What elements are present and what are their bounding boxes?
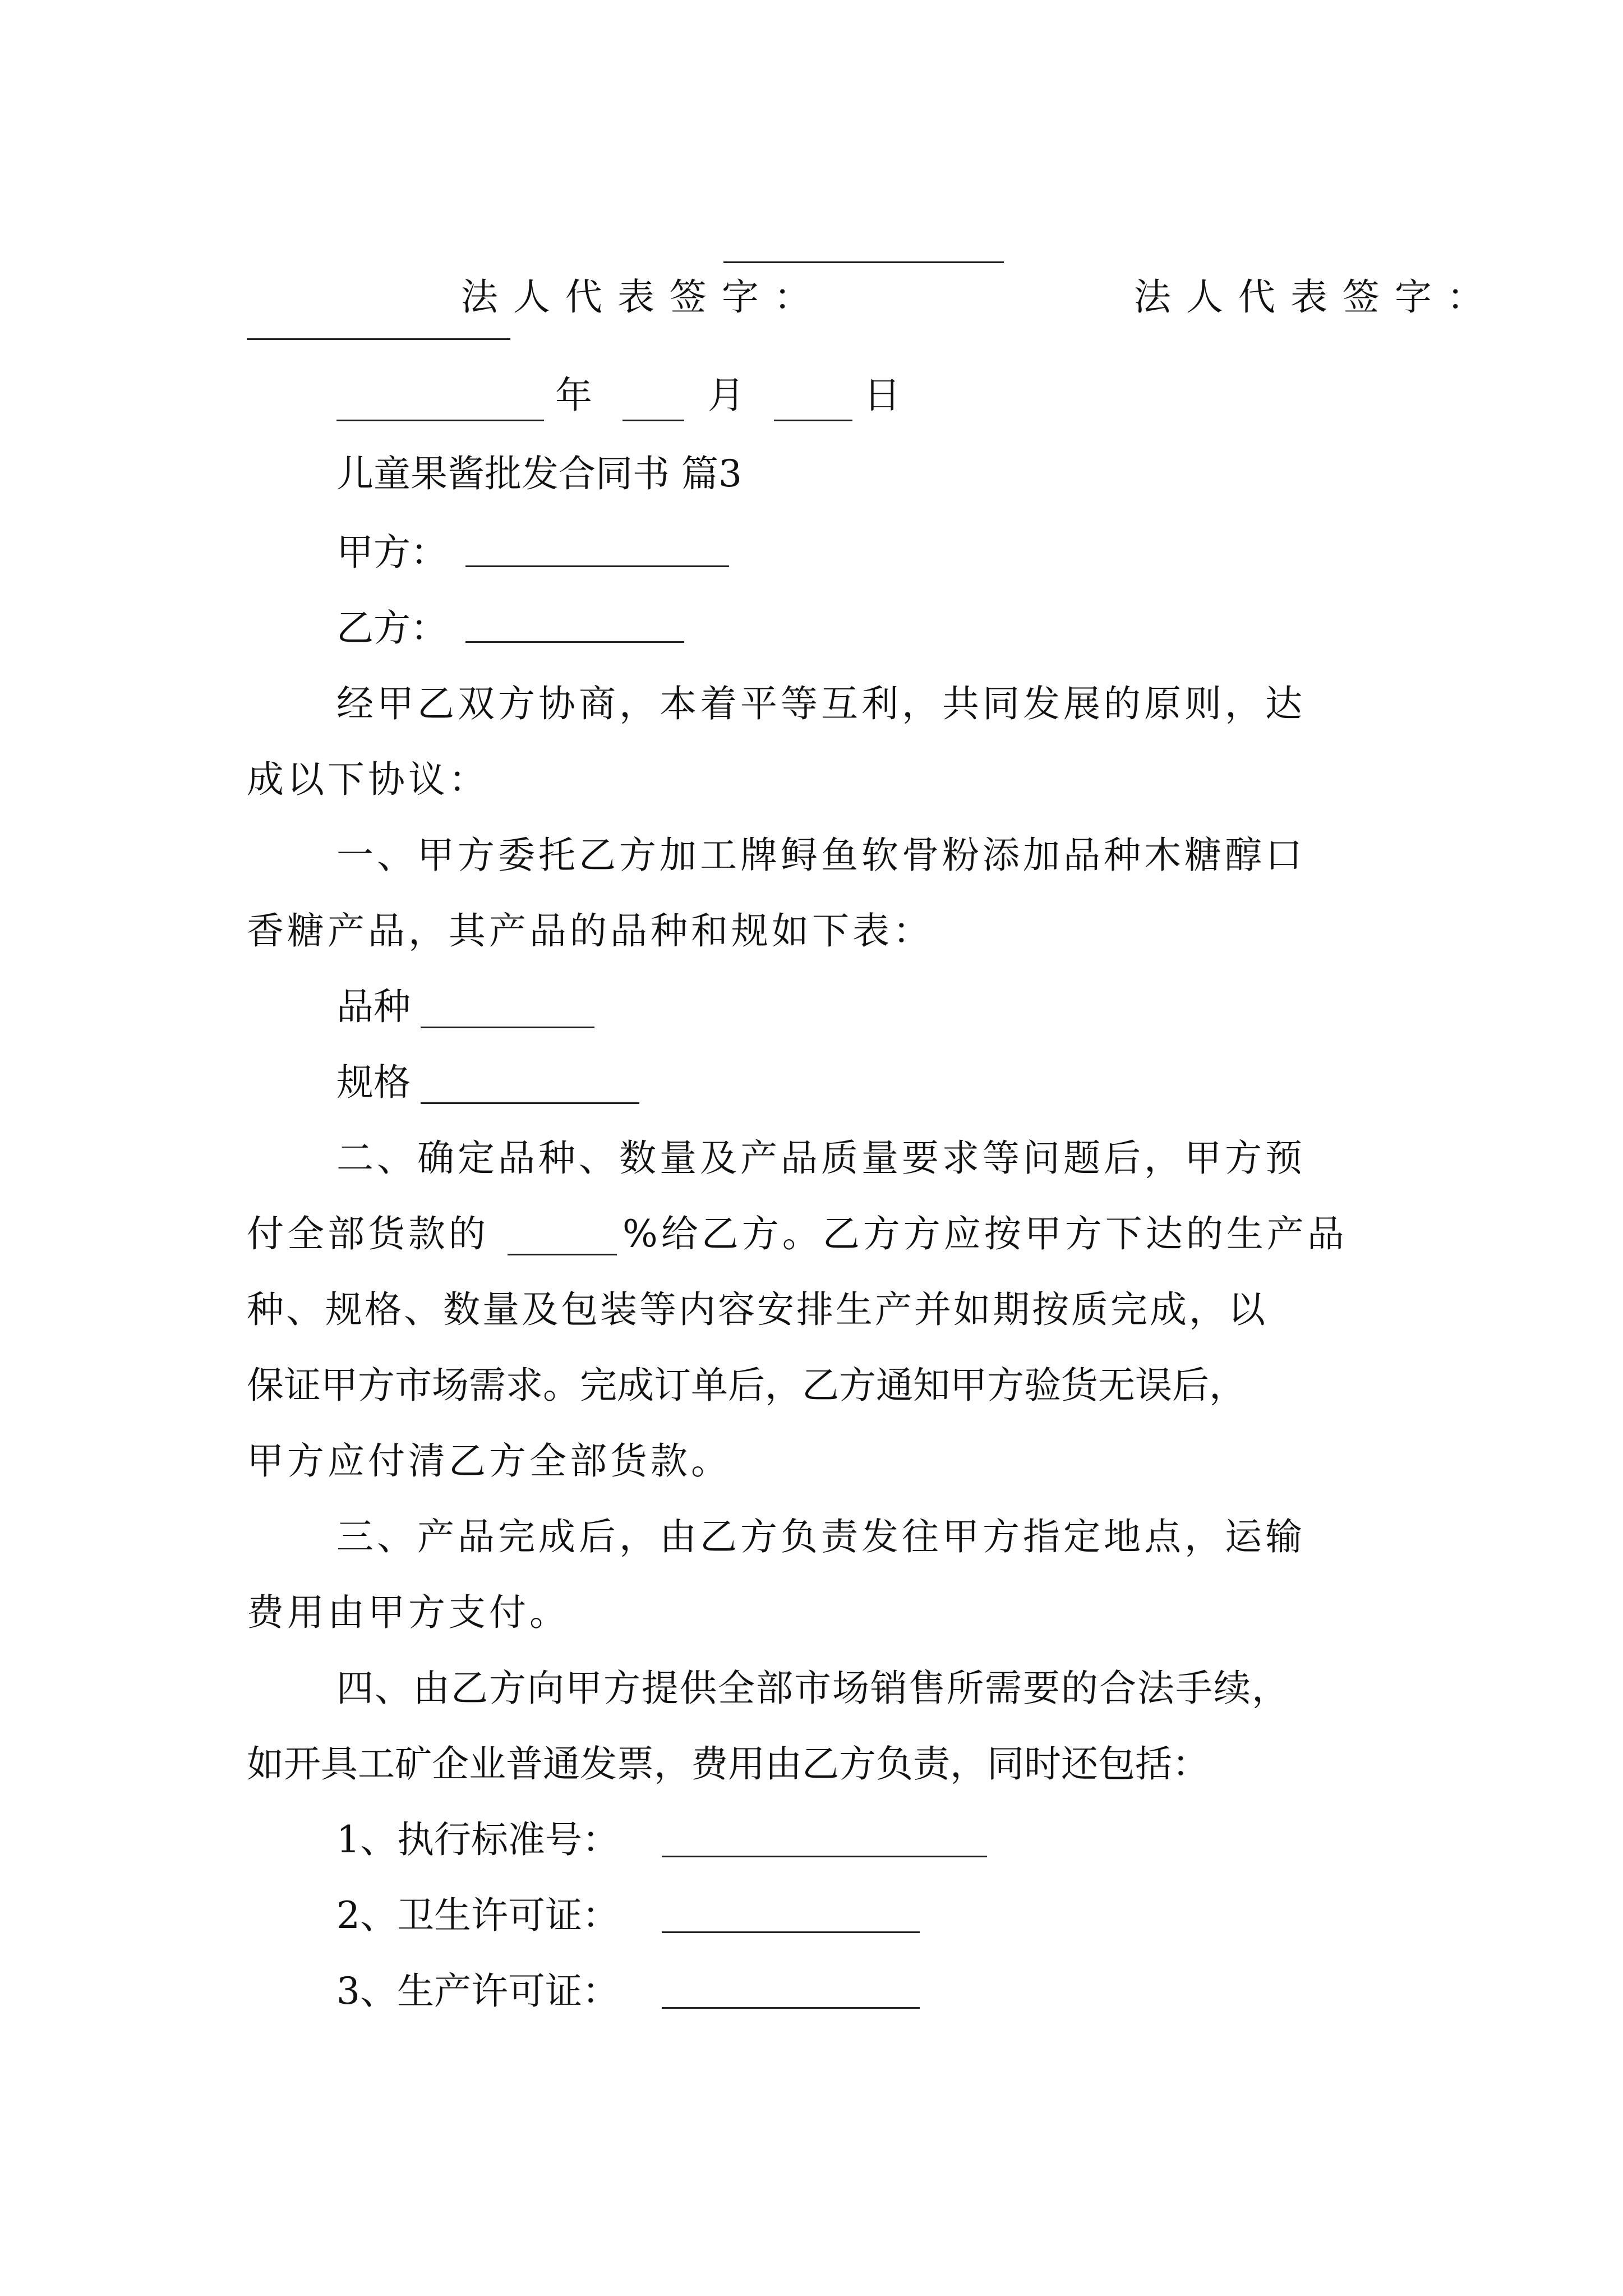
variety-label: 品种 — [336, 985, 411, 1028]
clause2-line-4: 保证甲方市场需求。完成订单后，乙方通知甲方验货无误后， — [247, 1364, 1246, 1407]
percent-blank[interactable] — [508, 1221, 617, 1255]
clause2-line-2-pre: 付全部货款的 — [247, 1212, 489, 1255]
signature-row-right — [1026, 222, 1499, 373]
clause3-line-1: 三、产品完成后，由乙方负责发往甲方指定地点，运输 — [336, 1515, 1306, 1558]
clause1-line-2: 香糖产品，其产品的品种和规如下表： — [247, 909, 933, 953]
month-blank[interactable] — [623, 387, 684, 421]
year-label: 年 — [555, 374, 592, 417]
standard-number-blank[interactable] — [662, 1823, 987, 1857]
item-standard-number: 1、执行标准号： — [336, 1818, 619, 1861]
month-label: 月 — [708, 374, 745, 417]
contract-heading: 儿童果酱批发合同书 篇3 — [336, 452, 742, 495]
clause2-line-1: 二、确定品种、数量及产品质量要求等问题后，甲方预 — [336, 1137, 1306, 1180]
health-permit-blank[interactable] — [662, 1899, 920, 1933]
clause4-line-1: 四、由乙方向甲方提供全部市场销售所需要的合法手续， — [336, 1667, 1290, 1710]
party-a-blank[interactable] — [465, 533, 729, 567]
clause2-line-2-post: %给乙方。乙方方应按甲方下达的生产品 — [623, 1212, 1348, 1255]
item-health-permit: 2、卫生许可证： — [336, 1894, 619, 1937]
day-blank[interactable] — [774, 387, 852, 421]
production-permit-blank[interactable] — [662, 1975, 920, 2009]
year-blank[interactable] — [336, 387, 544, 421]
clause2-line-3: 种、规格、数量及包装等内容安排生产并如期按质完成，以 — [247, 1288, 1267, 1331]
intro-line-1: 经甲乙双方协商，本着平等互利，共同发展的原则，达 — [336, 682, 1306, 725]
party-b-label: 乙方： — [336, 606, 448, 650]
signature-label-left: 法人代表签字： — [460, 275, 826, 319]
signature-label-right: 法人代表签字： — [1133, 275, 1499, 319]
spec-label: 规格 — [336, 1061, 411, 1104]
signature-blank-right[interactable] — [247, 306, 510, 340]
variety-blank[interactable] — [421, 994, 594, 1028]
signature-blank-left[interactable] — [723, 229, 1004, 263]
clause1-line-1: 一、甲方委托乙方加工牌鲟鱼软骨粉添加品种木糖醇口 — [336, 834, 1306, 877]
clause2-line-5: 甲方应付清乙方全部货款。 — [247, 1439, 731, 1483]
party-a-label: 甲方： — [336, 531, 448, 574]
item-production-permit: 3、生产许可证： — [336, 1970, 619, 2013]
clause4-line-2: 如开具工矿企业普通发票，费用由乙方负责，同时还包括： — [247, 1742, 1209, 1786]
spec-blank[interactable] — [421, 1070, 639, 1104]
day-label: 日 — [864, 374, 901, 417]
clause3-line-2: 费用由甲方支付。 — [247, 1591, 570, 1634]
intro-line-2: 成以下协议： — [247, 758, 489, 801]
party-b-blank[interactable] — [465, 609, 684, 643]
